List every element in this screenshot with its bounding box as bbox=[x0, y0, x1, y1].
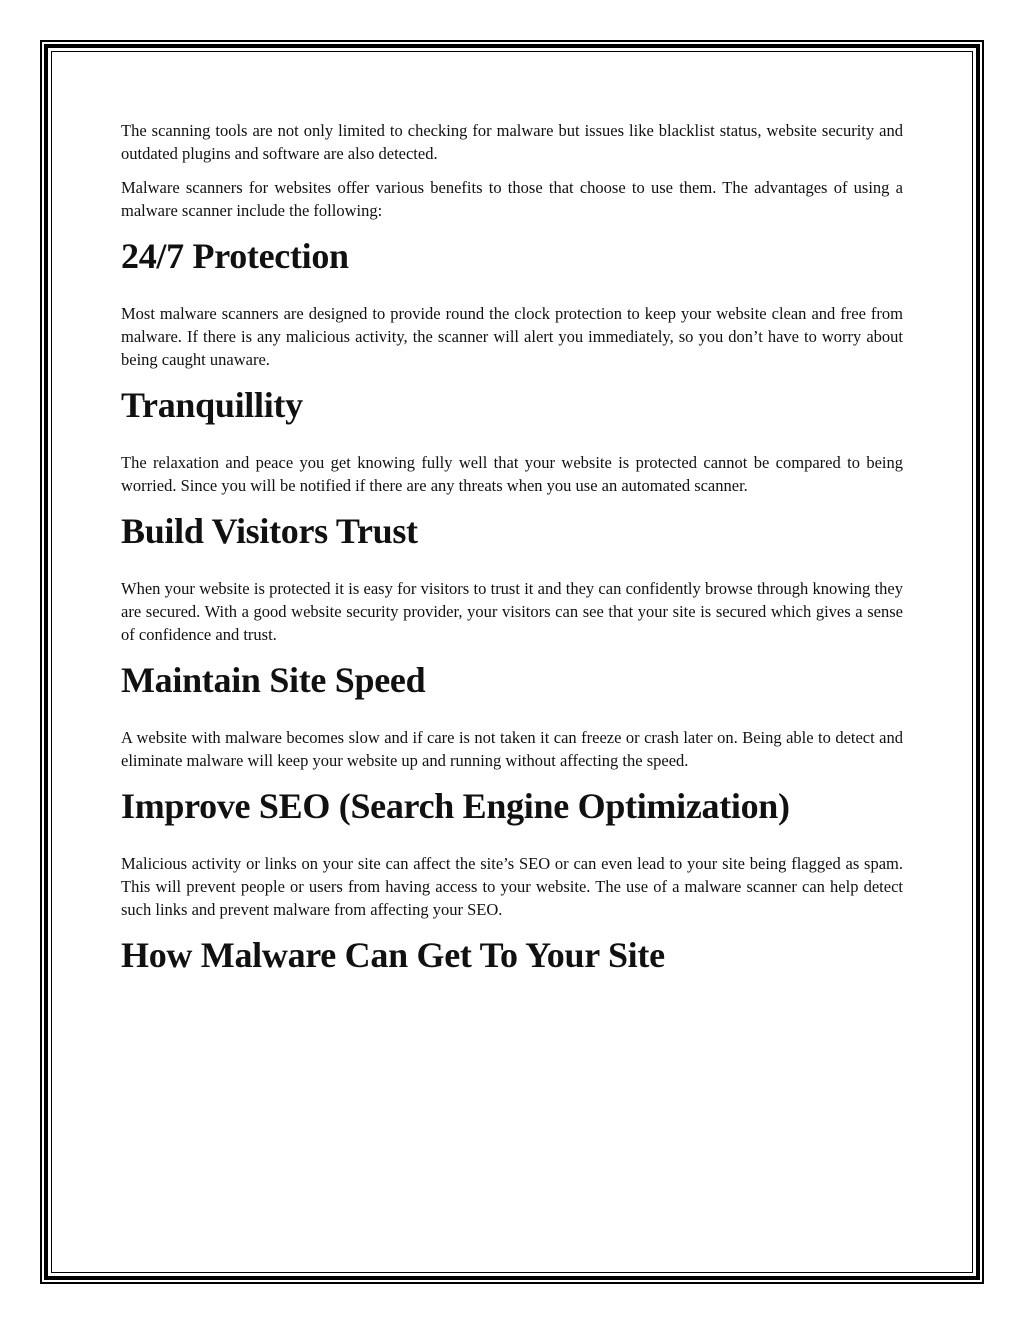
intro-paragraph-1: The scanning tools are not only limited to checking for malware but issues like blacklist status, website security and outdated plugins and software are also detected. bbox=[121, 121, 903, 163]
heading-tranquillity: Tranquillity bbox=[121, 385, 303, 425]
intro-paragraph-2: Malware scanners for websites offer various benefits to those that choose to use them. The advantages of using a malware scanner include the following: bbox=[121, 178, 903, 220]
document-body bbox=[121, 119, 903, 1001]
paragraph-build-visitors-trust: When your website is protected it is easy for visitors to trust it and they can confidently browse through knowing they are secured. With a good website security provider, your visitors can see that your site is secured which gives a sense of confidence and trust. bbox=[121, 579, 903, 644]
heading-build-visitors-trust: Build Visitors Trust bbox=[121, 511, 418, 551]
heading-maintain-site-speed: Maintain Site Speed bbox=[121, 660, 426, 700]
paragraph-improve-seo: Malicious activity or links on your site can affect the site’s SEO or can even lead to your site being flagged as spam. This will prevent people or users from having access to your website. The use of a malware scanner can help detect such links and prevent malware from affecting your SEO. bbox=[121, 854, 903, 919]
heading-24-7-protection: 24/7 Protection bbox=[121, 236, 349, 276]
paragraph-24-7-protection: Most malware scanners are designed to provide round the clock protection to keep your website clean and free from malware. If there is any malicious activity, the scanner will alert you immediately, so you don’t have to worry about being caught unaware. bbox=[121, 304, 903, 369]
heading-how-malware-can-get-to-your-site: How Malware Can Get To Your Site bbox=[121, 935, 665, 975]
heading-improve-seo: Improve SEO (Search Engine Optimization) bbox=[121, 786, 790, 826]
paragraph-tranquillity: The relaxation and peace you get knowing fully well that your website is protected cannot be compared to being worried. Since you will be notified if there are any threats when you use an automated scanner. bbox=[121, 453, 903, 495]
paragraph-maintain-site-speed: A website with malware becomes slow and if care is not taken it can freeze or crash later on. Being able to detect and eliminate malware will keep your website up and running without affecting the speed. bbox=[121, 728, 903, 770]
